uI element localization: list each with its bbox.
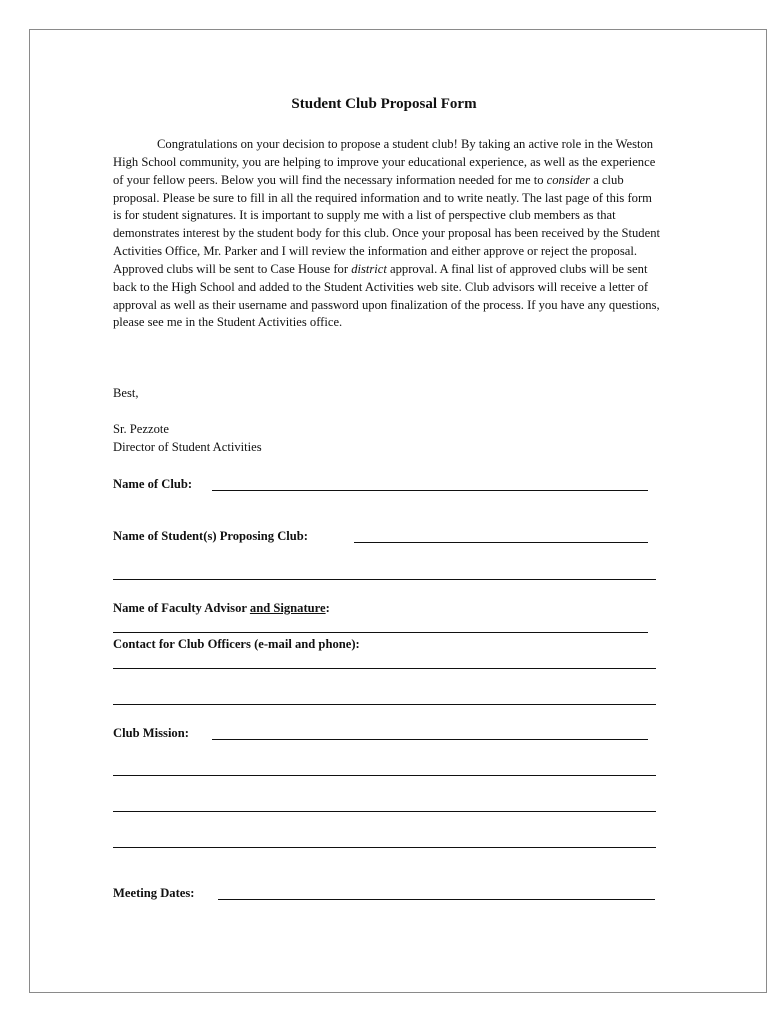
meeting-dates-label: Meeting Dates: (113, 886, 195, 900)
intro-text-2: a club proposal. Please be sure to fill in all the required information and to write neatly. The last page of this form is for student signatures. It is important to supply me with a list of perspective club members as that demonstrates interest by the student body for this club. Once your proposal has been received by the Student Activities Office, Mr. Parker and I will review the information and either approve or reject the proposal. Approved clubs will be sent to Case House for (113, 172, 660, 276)
closing-text: Best, (113, 386, 139, 400)
intro-text-3: approval. A final list of approved clubs will be sent back to the High School and added to the Student Activities web site. Club advisors will receive a letter of approval as well as their username and password upon finalization of the process. If you have any questions, please see me in the Student Activities office. (113, 261, 660, 330)
club-mission-field-line-4[interactable] (113, 847, 656, 848)
club-mission-field[interactable] (212, 739, 648, 740)
club-name-label: Name of Club: (113, 477, 193, 491)
club-mission-field-line-2[interactable] (113, 775, 656, 776)
students-field[interactable] (354, 542, 648, 543)
signer-title: Director of Student Activities (113, 440, 262, 454)
students-field-line-2[interactable] (113, 579, 656, 580)
intro-text-1: Congratulations on your decision to propose a student club! By taking an active role in the Weston High School community, you are helping to improve your educational experience, as well as the experience of your fellow peers. Below you will find the necessary information needed for me to (113, 137, 656, 187)
contact-field-line-1[interactable] (113, 668, 656, 669)
faculty-advisor-label-text: Name of Faculty Advisor (113, 601, 250, 615)
contact-label: Contact for Club Officers (e-mail and phone): (113, 637, 360, 651)
contact-field-line-2[interactable] (113, 704, 656, 705)
and-signature-text: and Signature (249, 601, 326, 615)
club-name-field[interactable] (212, 490, 648, 491)
club-mission-label: Club Mission: (113, 726, 189, 740)
intro-paragraph (113, 136, 661, 332)
students-label: Name of Student(s) Proposing Club: (113, 529, 308, 543)
faculty-advisor-label (113, 600, 330, 616)
meeting-dates-field[interactable] (218, 899, 655, 900)
intro-emphasis-district: district (351, 261, 387, 276)
form-title: Student Club Proposal Form (291, 96, 477, 112)
club-mission-field-line-3[interactable] (113, 811, 656, 812)
faculty-advisor-field[interactable] (113, 632, 648, 633)
faculty-advisor-colon: : (325, 601, 330, 615)
intro-emphasis-consider: consider (546, 172, 591, 187)
signer-name: Sr. Pezzote (113, 422, 169, 436)
